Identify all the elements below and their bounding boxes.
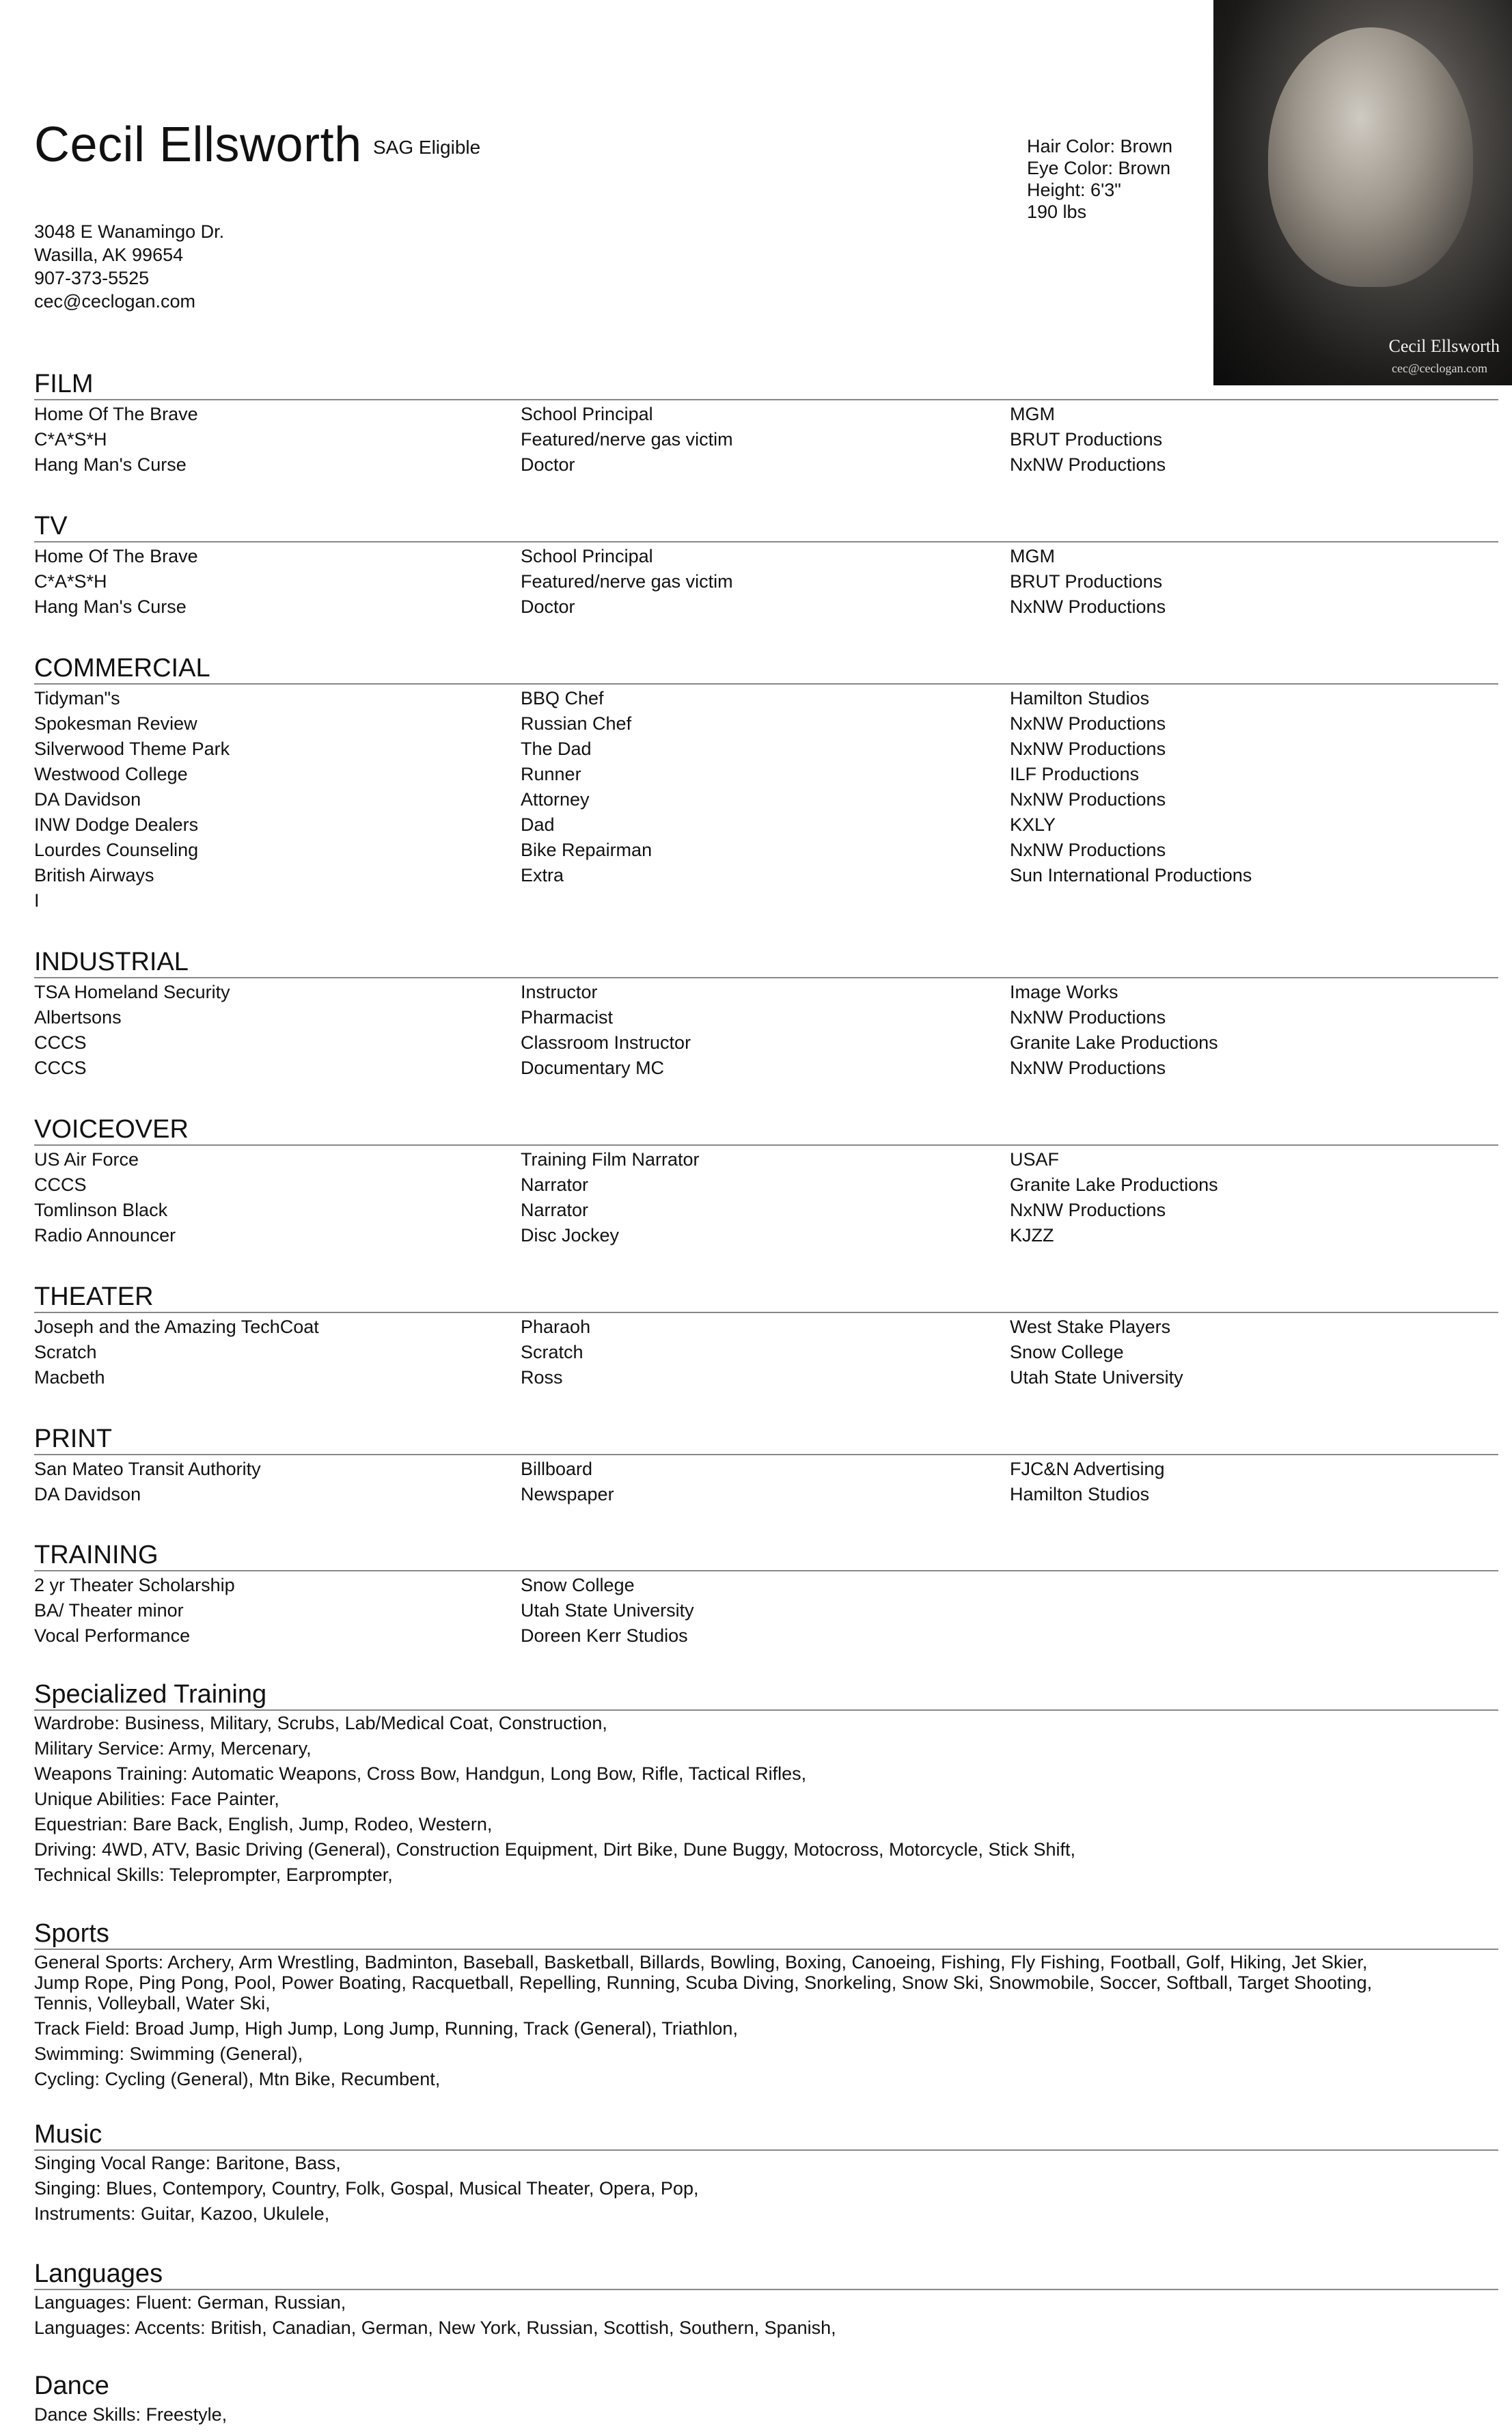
credit-role: School Principal	[521, 546, 653, 566]
section-heading: COMMERCIAL	[34, 654, 210, 683]
credit-title: DA Davidson	[34, 789, 141, 810]
skill-line: Equestrian: Bare Back, English, Jump, Rodeo, Western,	[34, 1814, 493, 1834]
credit-title: Hang Man's Curse	[34, 596, 187, 617]
credit-role: Ross	[521, 1367, 563, 1388]
skill-line: Singing Vocal Range: Baritone, Bass,	[34, 2153, 341, 2173]
section-tv	[34, 511, 1498, 620]
credit-company: USAF	[1010, 1149, 1060, 1170]
credit-role: School Principal	[521, 404, 653, 424]
credit-company: NxNW Productions	[1010, 1058, 1166, 1078]
credit-company: NxNW Productions	[1010, 789, 1166, 810]
credit-company: NxNW Productions	[1010, 739, 1166, 759]
section-heading: Music	[34, 2120, 102, 2149]
credit-company: ILF Productions	[1010, 764, 1140, 784]
credit-title: Vocal Performance	[34, 1625, 191, 1646]
credit-role: Runner	[521, 764, 581, 784]
credit-title: British Airways	[34, 865, 154, 885]
skill-line: Unique Abilities: Face Painter,	[34, 1789, 279, 1809]
credit-row	[34, 1340, 1498, 1365]
section-voiceover	[34, 1114, 1498, 1248]
credit-role: Scratch	[521, 1342, 583, 1362]
skill-line: Weapons Training: Automatic Weapons, Cross Bow, Handgun, Long Bow, Rifle, Tactical Rifles,	[34, 1763, 807, 1784]
credit-role: Training Film Narrator	[521, 1149, 700, 1170]
credit-title: INW Dodge Dealers	[34, 814, 199, 835]
credit-row	[34, 1198, 1498, 1223]
credit-role: Snow College	[521, 1575, 635, 1595]
credit-company: NxNW Productions	[1010, 1007, 1166, 1028]
credit-row	[34, 1598, 1498, 1623]
credit-company: West Stake Players	[1010, 1317, 1171, 1337]
credit-rows	[34, 980, 1498, 1081]
credit-title: C*A*S*H	[34, 429, 107, 450]
credit-row	[34, 402, 1498, 427]
credit-title: San Mateo Transit Authority	[34, 1459, 261, 1479]
credit-role: Classroom Instructor	[521, 1032, 691, 1053]
credit-row	[34, 838, 1498, 863]
credit-title: BA/ Theater minor	[34, 1600, 184, 1621]
skill-line: Track Field: Broad Jump, High Jump, Long Jump, Running, Track (General), Triathlon,	[34, 2018, 738, 2039]
credit-row	[34, 569, 1498, 594]
section-heading: Languages	[34, 2259, 163, 2288]
credit-row	[34, 1315, 1498, 1340]
credit-role: Pharmacist	[521, 1007, 614, 1028]
section-divider	[34, 977, 1498, 978]
credit-title: Joseph and the Amazing TechCoat	[34, 1317, 319, 1337]
credit-company: NxNW Productions	[1010, 840, 1166, 860]
credit-title: CCCS	[34, 1032, 87, 1053]
credit-company: MGM	[1010, 546, 1055, 566]
credit-company: Granite Lake Productions	[1010, 1174, 1218, 1195]
section-heading: TV	[34, 512, 68, 540]
skill-line: Instruments: Guitar, Kazoo, Ukulele,	[34, 2203, 330, 2224]
credit-company: NxNW Productions	[1010, 713, 1166, 734]
credit-role: Doctor	[521, 454, 575, 475]
section-music	[34, 2119, 1498, 2227]
credit-row	[34, 1005, 1498, 1030]
credit-company: NxNW Productions	[1010, 1200, 1166, 1220]
credit-row	[34, 1030, 1498, 1056]
credit-company: KXLY	[1010, 814, 1056, 835]
skill-line: Dance Skills: Freestyle,	[34, 2404, 228, 2425]
credit-row	[34, 812, 1498, 838]
credit-row	[34, 1172, 1498, 1198]
credit-row	[34, 762, 1498, 787]
section-print	[34, 1424, 1498, 1507]
credit-row	[34, 1482, 1498, 1507]
section-divider	[34, 1454, 1498, 1455]
section-heading: Dance	[34, 2371, 109, 2400]
eye-color: Eye Color: Brown	[1027, 158, 1171, 178]
credit-row	[34, 863, 1498, 888]
credit-company: Snow College	[1010, 1342, 1124, 1362]
credit-row	[34, 711, 1498, 737]
credit-title: Radio Announcer	[34, 1225, 176, 1246]
section-heading: TRAINING	[34, 1541, 159, 1569]
section-sports	[34, 1918, 1498, 2092]
section-heading: FILM	[34, 370, 94, 398]
address-line-2: Wasilla, AK 99654	[34, 245, 184, 265]
credit-row	[34, 594, 1498, 620]
credit-title: Macbeth	[34, 1367, 105, 1388]
headshot-face	[1268, 27, 1473, 287]
credit-company: FJC&N Advertising	[1010, 1459, 1165, 1479]
credit-row	[34, 787, 1498, 812]
credit-title: US Air Force	[34, 1149, 139, 1170]
hair-color: Hair Color: Brown	[1027, 136, 1173, 156]
physical-stats	[1027, 135, 1172, 223]
section-heading: THEATER	[34, 1282, 154, 1311]
credit-role: Billboard	[521, 1459, 593, 1479]
credit-role: Documentary MC	[521, 1058, 665, 1078]
section-dance	[34, 2371, 1498, 2427]
credit-role: Dad	[521, 814, 555, 835]
section-theater	[34, 1282, 1498, 1390]
credit-row	[34, 1573, 1498, 1598]
credit-row	[34, 1623, 1498, 1649]
contact-block	[34, 220, 224, 313]
credit-company: NxNW Productions	[1010, 596, 1166, 617]
credit-company: Hamilton Studios	[1010, 688, 1150, 709]
skill-lines	[34, 2290, 1401, 2341]
section-specialized-training	[34, 1679, 1498, 1888]
credit-role: Newspaper	[521, 1484, 614, 1504]
skill-lines	[34, 2151, 1401, 2227]
sports-lines	[34, 2016, 1401, 2092]
credit-role: Narrator	[521, 1174, 589, 1195]
skill-lines	[34, 1711, 1401, 1888]
credit-row	[34, 737, 1498, 762]
actor-name: Cecil Ellsworth	[34, 118, 362, 172]
credit-role: Utah State University	[521, 1600, 694, 1621]
credit-role: Featured/nerve gas victim	[521, 571, 733, 592]
credit-title: Silverwood Theme Park	[34, 739, 230, 759]
credit-company: Sun International Productions	[1010, 865, 1252, 885]
section-divider	[34, 1570, 1498, 1571]
credit-title: Hang Man's Curse	[34, 454, 187, 475]
credit-role: BBQ Chef	[521, 688, 604, 709]
credit-rows	[34, 1315, 1498, 1390]
section-commercial	[34, 653, 1498, 913]
credit-row	[34, 544, 1498, 569]
credit-row	[34, 452, 1498, 478]
section-heading: VOICEOVER	[34, 1115, 189, 1144]
credit-title: 2 yr Theater Scholarship	[34, 1575, 235, 1595]
general-sports-line: General Sports: Archery, Arm Wrestling, Badminton, Baseball, Basketball, Billards, Bowling, Boxing, Canoeing, Fishing, Fly Fishing, Football, Golf, Hiking, Jet Skier, Jump Rope, Ping Pong, Pool, Power Boating, Racquetball, Repelling, Running, Scuba Diving, Snorkeling, Snow Ski, Snowmobile, Soccer, Softball, Target Shooting, Tennis, Volleyball, Water Ski,	[34, 1952, 1373, 2013]
credit-row	[34, 1223, 1498, 1248]
credit-role: Pharaoh	[521, 1317, 591, 1337]
credit-title: Westwood College	[34, 764, 188, 784]
skill-lines	[34, 1950, 1401, 2092]
credit-row	[34, 980, 1498, 1005]
skill-line: Swimming: Swimming (General),	[34, 2044, 303, 2064]
credit-title: Home Of The Brave	[34, 404, 198, 424]
credit-company: NxNW Productions	[1010, 454, 1166, 475]
photo-caption-email: cec@ceclogan.com	[1392, 361, 1487, 375]
skill-line: Singing: Blues, Contempory, Country, Folk, Gospal, Musical Theater, Opera, Pop,	[34, 2178, 699, 2199]
credit-company: BRUT Productions	[1010, 571, 1163, 592]
credit-title: Lourdes Counseling	[34, 840, 199, 860]
email-address: cec@ceclogan.com	[34, 291, 196, 312]
skill-line: Wardrobe: Business, Military, Scrubs, Lab/Medical Coat, Construction,	[34, 1713, 607, 1733]
section-divider	[34, 399, 1498, 400]
skill-line: Military Service: Army, Mercenary,	[34, 1738, 312, 1759]
weight: 190 lbs	[1027, 202, 1087, 222]
credit-role: Extra	[521, 865, 564, 885]
credit-role: Disc Jockey	[521, 1225, 620, 1246]
credit-rows	[34, 1147, 1498, 1248]
credit-row	[34, 1365, 1498, 1390]
credit-role: Doctor	[521, 596, 575, 617]
credit-rows	[34, 544, 1498, 620]
credit-company: BRUT Productions	[1010, 429, 1163, 450]
credit-title: Tomlinson Black	[34, 1200, 168, 1220]
credit-role: Bike Repairman	[521, 840, 652, 860]
credit-row	[34, 1147, 1498, 1172]
section-film	[34, 369, 1498, 478]
credit-row	[34, 427, 1498, 452]
section-divider	[34, 1312, 1498, 1313]
credit-company: Utah State University	[1010, 1367, 1183, 1388]
headshot-photo	[1213, 0, 1512, 385]
credit-role: Doreen Kerr Studios	[521, 1625, 688, 1646]
credit-title: Home Of The Brave	[34, 546, 198, 566]
union-status: SAG Eligible	[373, 137, 481, 158]
credit-rows	[34, 1457, 1498, 1507]
section-divider	[34, 1144, 1498, 1146]
credit-role: Narrator	[521, 1200, 589, 1220]
section-divider	[34, 541, 1498, 542]
phone-number: 907-373-5525	[34, 268, 150, 288]
credit-title: C*A*S*H	[34, 571, 107, 592]
skill-line: Languages: Fluent: German, Russian,	[34, 2292, 346, 2313]
credit-row	[34, 888, 1498, 913]
credit-title: Tidyman"s	[34, 688, 120, 709]
credit-row	[34, 686, 1498, 711]
section-heading: PRINT	[34, 1425, 112, 1453]
section-industrial	[34, 947, 1498, 1081]
section-heading: Specialized Training	[34, 1680, 267, 1709]
skill-line: Languages: Accents: British, Canadian, German, New York, Russian, Scottish, Southern, Spanish,	[34, 2317, 836, 2338]
section-divider	[34, 683, 1498, 685]
credit-role: Russian Chef	[521, 713, 632, 734]
credit-role: Instructor	[521, 982, 598, 1002]
credit-role: Attorney	[521, 789, 590, 810]
height: Height: 6'3"	[1027, 180, 1121, 200]
credit-title: CCCS	[34, 1174, 87, 1195]
credit-title: Scratch	[34, 1342, 97, 1362]
credit-company: Image Works	[1010, 982, 1118, 1002]
photo-caption-name: Cecil Ellsworth	[1388, 336, 1500, 356]
credit-company: Hamilton Studios	[1010, 1484, 1150, 1504]
credit-role: The Dad	[521, 739, 592, 759]
credit-company: Granite Lake Productions	[1010, 1032, 1218, 1053]
credit-title: I	[34, 890, 40, 911]
credit-title: CCCS	[34, 1058, 87, 1078]
section-languages	[34, 2259, 1498, 2341]
skill-line: Cycling: Cycling (General), Mtn Bike, Recumbent,	[34, 2069, 441, 2089]
credit-title: TSA Homeland Security	[34, 982, 230, 1002]
skill-line: Technical Skills: Teleprompter, Earprompter,	[34, 1865, 393, 1885]
section-heading: INDUSTRIAL	[34, 948, 189, 976]
skill-lines	[34, 2402, 1401, 2427]
credit-rows	[34, 1573, 1498, 1649]
credit-row	[34, 1056, 1498, 1081]
skill-line: Driving: 4WD, ATV, Basic Driving (General), Construction Equipment, Dirt Bike, Dune Buggy, Motocross, Motorcycle, Stick Shift,	[34, 1839, 1076, 1860]
credit-title: Albertsons	[34, 1007, 122, 1028]
credit-rows	[34, 686, 1498, 913]
credit-title: DA Davidson	[34, 1484, 141, 1504]
address-line-1: 3048 E Wanamingo Dr.	[34, 221, 225, 242]
credit-row	[34, 1457, 1498, 1482]
credit-rows	[34, 402, 1498, 478]
credit-company: MGM	[1010, 404, 1055, 424]
section-heading: Sports	[34, 1919, 109, 1948]
credit-company: KJZZ	[1010, 1225, 1054, 1246]
credit-role: Featured/nerve gas victim	[521, 429, 733, 450]
section-training	[34, 1540, 1498, 1649]
credit-title: Spokesman Review	[34, 713, 197, 734]
